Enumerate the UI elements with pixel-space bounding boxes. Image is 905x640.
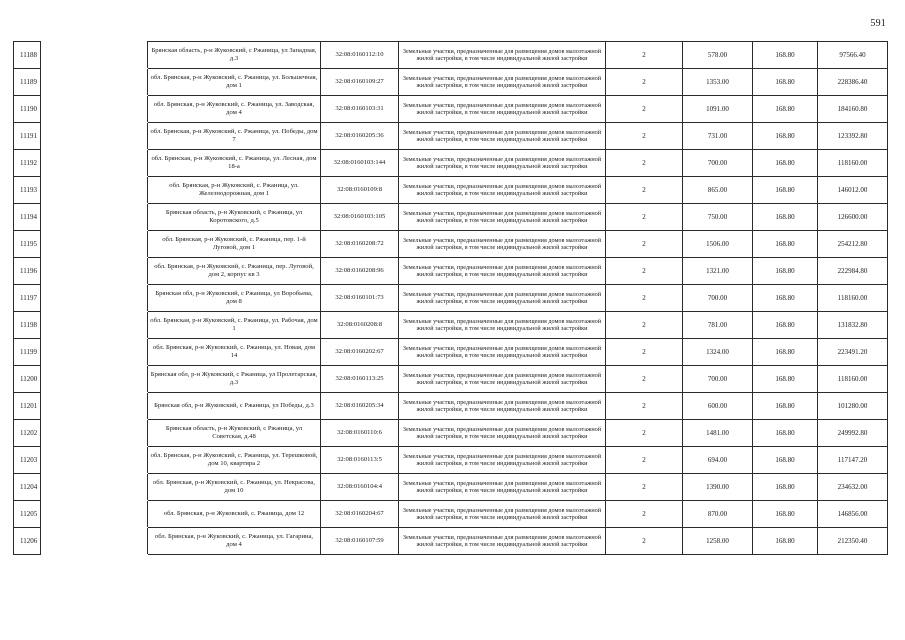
group-cell: 2 [606,447,683,474]
record-number-cell: 11199 [14,339,41,366]
table-row [14,366,888,393]
cadastral-value-cell: 222984.80 [818,258,888,285]
specific-value-cell: 168.80 [753,150,818,177]
address-cell: обл. Брянская, р-н Жуковский, с. Ржаница, ул. Большечная, дом 1 [148,69,321,96]
table-row [14,339,888,366]
spacer-cell [41,150,148,177]
specific-value-cell: 168.80 [753,42,818,69]
table-body [14,42,888,555]
cadastral-number-cell: 32:08:0160208:96 [321,258,399,285]
land-use-purpose-cell: Земельные участки, предназначенные для размещения домов малоэтажной жилой застройки, в том числе индивидуальной жилой застройки [399,231,606,258]
area-cell: 731.00 [683,123,753,150]
land-use-purpose-cell: Земельные участки, предназначенные для размещения домов малоэтажной жилой застройки, в том числе индивидуальной жилой застройки [399,366,606,393]
table-row [14,285,888,312]
specific-value-cell: 168.80 [753,231,818,258]
record-number-cell: 11206 [14,528,41,555]
land-use-purpose-cell: Земельные участки, предназначенные для размещения домов малоэтажной жилой застройки, в том числе индивидуальной жилой застройки [399,177,606,204]
cadastral-number-cell: 32:08:0160208:72 [321,231,399,258]
address-cell: обл. Брянская, р-н Жуковский, с. Ржаница, ул. Лесная, дом 18-а [148,150,321,177]
spacer-cell [41,528,148,555]
group-cell: 2 [606,42,683,69]
group-cell: 2 [606,258,683,285]
table-row [14,420,888,447]
land-use-purpose-cell: Земельные участки, предназначенные для размещения домов малоэтажной жилой застройки, в том числе индивидуальной жилой застройки [399,96,606,123]
cadastral-value-cell: 223491.20 [818,339,888,366]
spacer-cell [41,177,148,204]
area-cell: 700.00 [683,366,753,393]
land-use-purpose-cell: Земельные участки, предназначенные для размещения домов малоэтажной жилой застройки, в том числе индивидуальной жилой застройки [399,42,606,69]
record-number-cell: 11200 [14,366,41,393]
cadastral-value-cell: 118160.00 [818,285,888,312]
address-cell: обл. Брянская, р-н Жуковский, с. Ржаница, пер. 1-й Луговой, дом 1 [148,231,321,258]
table-row [14,393,888,420]
land-use-purpose-cell: Земельные участки, предназначенные для размещения домов малоэтажной жилой застройки, в том числе индивидуальной жилой застройки [399,339,606,366]
area-cell: 865.00 [683,177,753,204]
address-cell: обл. Брянская, р-н Жуковский, с. Ржаница, ул. Новая, дом 14 [148,339,321,366]
spacer-cell [41,69,148,96]
area-cell: 578.00 [683,42,753,69]
address-cell: обл. Брянская, р-н Жуковский, с. Ржаница, ул. Терешковой, дом 10, квартира 2 [148,447,321,474]
area-cell: 1321.00 [683,258,753,285]
group-cell: 2 [606,339,683,366]
group-cell: 2 [606,285,683,312]
land-use-purpose-cell: Земельные участки, предназначенные для размещения домов малоэтажной жилой застройки, в том числе индивидуальной жилой застройки [399,528,606,555]
cadastral-value-cell: 212350.40 [818,528,888,555]
address-cell: Брянская область, р-н Жуковский, с Ржаница, ул Коротовского, д.5 [148,204,321,231]
record-number-cell: 11197 [14,285,41,312]
area-cell: 1091.00 [683,96,753,123]
record-number-cell: 11201 [14,393,41,420]
address-cell: Брянская область, р-н Жуковский, с Ржаница, ул Западная, д.3 [148,42,321,69]
cadastral-number-cell: 32:08:0160109:27 [321,69,399,96]
specific-value-cell: 168.80 [753,258,818,285]
cadastral-number-cell: 32:08:0160103:144 [321,150,399,177]
cadastral-value-cell: 146856.00 [818,501,888,528]
record-number-cell: 11203 [14,447,41,474]
land-use-purpose-cell: Земельные участки, предназначенные для размещения домов малоэтажной жилой застройки, в том числе индивидуальной жилой застройки [399,501,606,528]
area-cell: 870.00 [683,501,753,528]
specific-value-cell: 168.80 [753,285,818,312]
cadastral-value-cell: 123392.80 [818,123,888,150]
area-cell: 1324.00 [683,339,753,366]
table-row [14,474,888,501]
record-number-cell: 11196 [14,258,41,285]
specific-value-cell: 168.80 [753,177,818,204]
area-cell: 600.00 [683,393,753,420]
spacer-cell [41,96,148,123]
land-use-purpose-cell: Земельные участки, предназначенные для размещения домов малоэтажной жилой застройки, в том числе индивидуальной жилой застройки [399,204,606,231]
specific-value-cell: 168.80 [753,501,818,528]
land-use-purpose-cell: Земельные участки, предназначенные для размещения домов малоэтажной жилой застройки, в том числе индивидуальной жилой застройки [399,258,606,285]
spacer-cell [41,447,148,474]
spacer-cell [41,231,148,258]
spacer-cell [41,42,148,69]
area-cell: 750.00 [683,204,753,231]
table-row [14,123,888,150]
cadastral-value-cell: 126600.00 [818,204,888,231]
cadastral-number-cell: 32:08:0160205:34 [321,393,399,420]
record-number-cell: 11192 [14,150,41,177]
table-row [14,69,888,96]
area-cell: 700.00 [683,150,753,177]
cadastral-number-cell: 32:08:0160113:25 [321,366,399,393]
specific-value-cell: 168.80 [753,339,818,366]
table-row [14,258,888,285]
cadastral-number-cell: 32:08:0160103:105 [321,204,399,231]
land-use-purpose-cell: Земельные участки, предназначенные для размещения домов малоэтажной жилой застройки, в том числе индивидуальной жилой застройки [399,447,606,474]
group-cell: 2 [606,393,683,420]
page-number: 591 [870,18,886,29]
table-row [14,150,888,177]
table-row [14,231,888,258]
spacer-cell [41,204,148,231]
area-cell: 694.00 [683,447,753,474]
cadastral-number-cell: 32:08:0160101:73 [321,285,399,312]
land-use-purpose-cell: Земельные участки, предназначенные для размещения домов малоэтажной жилой застройки, в том числе индивидуальной жилой застройки [399,69,606,96]
cadastral-value-cell: 249992.80 [818,420,888,447]
record-number-cell: 11205 [14,501,41,528]
address-cell: Брянская обл, р-н Жуковский, с Ржаница, ул Воробьева, дом 8 [148,285,321,312]
specific-value-cell: 168.80 [753,96,818,123]
specific-value-cell: 168.80 [753,447,818,474]
land-use-purpose-cell: Земельные участки, предназначенные для размещения домов малоэтажной жилой застройки, в том числе индивидуальной жилой застройки [399,150,606,177]
address-cell: обл. Брянская, р-н Жуковский, с. Ржаница, ул. Железнодорожная, дом 1 [148,177,321,204]
group-cell: 2 [606,231,683,258]
area-cell: 1390.00 [683,474,753,501]
address-cell: обл. Брянская, р-н Жуковский, с. Ржаница, ул. Гагарина, дом 4 [148,528,321,555]
land-use-purpose-cell: Земельные участки, предназначенные для размещения домов малоэтажной жилой застройки, в том числе индивидуальной жилой застройки [399,474,606,501]
specific-value-cell: 168.80 [753,528,818,555]
specific-value-cell: 168.80 [753,69,818,96]
specific-value-cell: 168.80 [753,123,818,150]
address-cell: обл. Брянская, р-н Жуковский, с. Ржаница, ул. Заводская, дом 4 [148,96,321,123]
cadastral-value-cell: 118160.00 [818,366,888,393]
spacer-cell [41,501,148,528]
specific-value-cell: 168.80 [753,204,818,231]
land-use-purpose-cell: Земельные участки, предназначенные для размещения домов малоэтажной жилой застройки, в том числе индивидуальной жилой застройки [399,312,606,339]
spacer-cell [41,258,148,285]
group-cell: 2 [606,96,683,123]
area-cell: 1353.00 [683,69,753,96]
cadastral-number-cell: 32:08:0160208:8 [321,312,399,339]
group-cell: 2 [606,366,683,393]
cadastral-value-cell: 101280.00 [818,393,888,420]
spacer-cell [41,123,148,150]
cadastral-number-cell: 32:08:0160103:31 [321,96,399,123]
group-cell: 2 [606,150,683,177]
record-number-cell: 11193 [14,177,41,204]
land-use-purpose-cell: Земельные участки, предназначенные для размещения домов малоэтажной жилой застройки, в том числе индивидуальной жилой застройки [399,123,606,150]
group-cell: 2 [606,69,683,96]
record-number-cell: 11188 [14,42,41,69]
cadastral-number-cell: 32:08:0160112:10 [321,42,399,69]
group-cell: 2 [606,177,683,204]
area-cell: 1481.00 [683,420,753,447]
spacer-cell [41,366,148,393]
cadastral-value-cell: 146012.00 [818,177,888,204]
cadastral-value-cell: 234632.00 [818,474,888,501]
spacer-cell [41,339,148,366]
record-number-cell: 11202 [14,420,41,447]
table-row [14,312,888,339]
cadastral-number-cell: 32:08:0160104:4 [321,474,399,501]
land-use-purpose-cell: Земельные участки, предназначенные для размещения домов малоэтажной жилой застройки, в том числе индивидуальной жилой застройки [399,420,606,447]
cadastral-value-cell: 97566.40 [818,42,888,69]
group-cell: 2 [606,501,683,528]
land-use-purpose-cell: Земельные участки, предназначенные для размещения домов малоэтажной жилой застройки, в том числе индивидуальной жилой застройки [399,393,606,420]
cadastral-value-cell: 117147.20 [818,447,888,474]
cadastral-value-cell: 131832.80 [818,312,888,339]
cadastral-value-cell: 228386.40 [818,69,888,96]
address-cell: Брянская область, р-н Жуковский, с Ржаница, ул Советская, д.48 [148,420,321,447]
cadastral-number-cell: 32:08:0160109:8 [321,177,399,204]
area-cell: 1506.00 [683,231,753,258]
specific-value-cell: 168.80 [753,312,818,339]
address-cell: обл. Брянская, р-н Жуковский, с. Ржаница, ул. Победы, дом 7 [148,123,321,150]
cadastral-number-cell: 32:08:0160113:5 [321,447,399,474]
address-cell: обл. Брянская, р-н Жуковский, с. Ржаница, ул. Некрасова, дом 10 [148,474,321,501]
spacer-cell [41,312,148,339]
cadastral-value-cell: 118160.00 [818,150,888,177]
table-row [14,96,888,123]
address-cell: обл. Брянская, р-н Жуковский, с. Ржаница, ул. Рабочая, дом 1 [148,312,321,339]
table-row [14,204,888,231]
land-use-purpose-cell: Земельные участки, предназначенные для размещения домов малоэтажной жилой застройки, в том числе индивидуальной жилой застройки [399,285,606,312]
group-cell: 2 [606,204,683,231]
group-cell: 2 [606,474,683,501]
cadastral-value-table [13,41,888,555]
group-cell: 2 [606,528,683,555]
address-cell: обл. Брянская, р-н Жуковский, с. Ржаница, дом 12 [148,501,321,528]
cadastral-number-cell: 32:08:0160107:59 [321,528,399,555]
specific-value-cell: 168.80 [753,474,818,501]
specific-value-cell: 168.80 [753,393,818,420]
cadastral-value-cell: 184160.80 [818,96,888,123]
table-row [14,177,888,204]
area-cell: 1258.00 [683,528,753,555]
record-number-cell: 11204 [14,474,41,501]
spacer-cell [41,474,148,501]
address-cell: Брянская обл, р-н Жуковский, с Ржаница, ул Победы, д.3 [148,393,321,420]
record-number-cell: 11194 [14,204,41,231]
cadastral-number-cell: 32:08:0160205:36 [321,123,399,150]
table-row [14,528,888,555]
address-cell: обл. Брянская, р-н Жуковский, с. Ржаница, пер. Луговой, дом 2, корпус кв 3 [148,258,321,285]
record-number-cell: 11191 [14,123,41,150]
record-number-cell: 11198 [14,312,41,339]
specific-value-cell: 168.80 [753,420,818,447]
record-number-cell: 11195 [14,231,41,258]
cadastral-number-cell: 32:08:0160204:67 [321,501,399,528]
group-cell: 2 [606,123,683,150]
address-cell: Брянская обл, р-н Жуковский, с Ржаница, ул Пролетарская, д.3 [148,366,321,393]
cadastral-number-cell: 32:08:0160202:67 [321,339,399,366]
group-cell: 2 [606,420,683,447]
spacer-cell [41,420,148,447]
cadastral-number-cell: 32:08:0160110:6 [321,420,399,447]
area-cell: 781.00 [683,312,753,339]
table-row [14,447,888,474]
area-cell: 700.00 [683,285,753,312]
specific-value-cell: 168.80 [753,366,818,393]
spacer-cell [41,393,148,420]
cadastral-value-cell: 254212.80 [818,231,888,258]
spacer-cell [41,285,148,312]
table-row [14,501,888,528]
group-cell: 2 [606,312,683,339]
record-number-cell: 11189 [14,69,41,96]
record-number-cell: 11190 [14,96,41,123]
table-row [14,42,888,69]
